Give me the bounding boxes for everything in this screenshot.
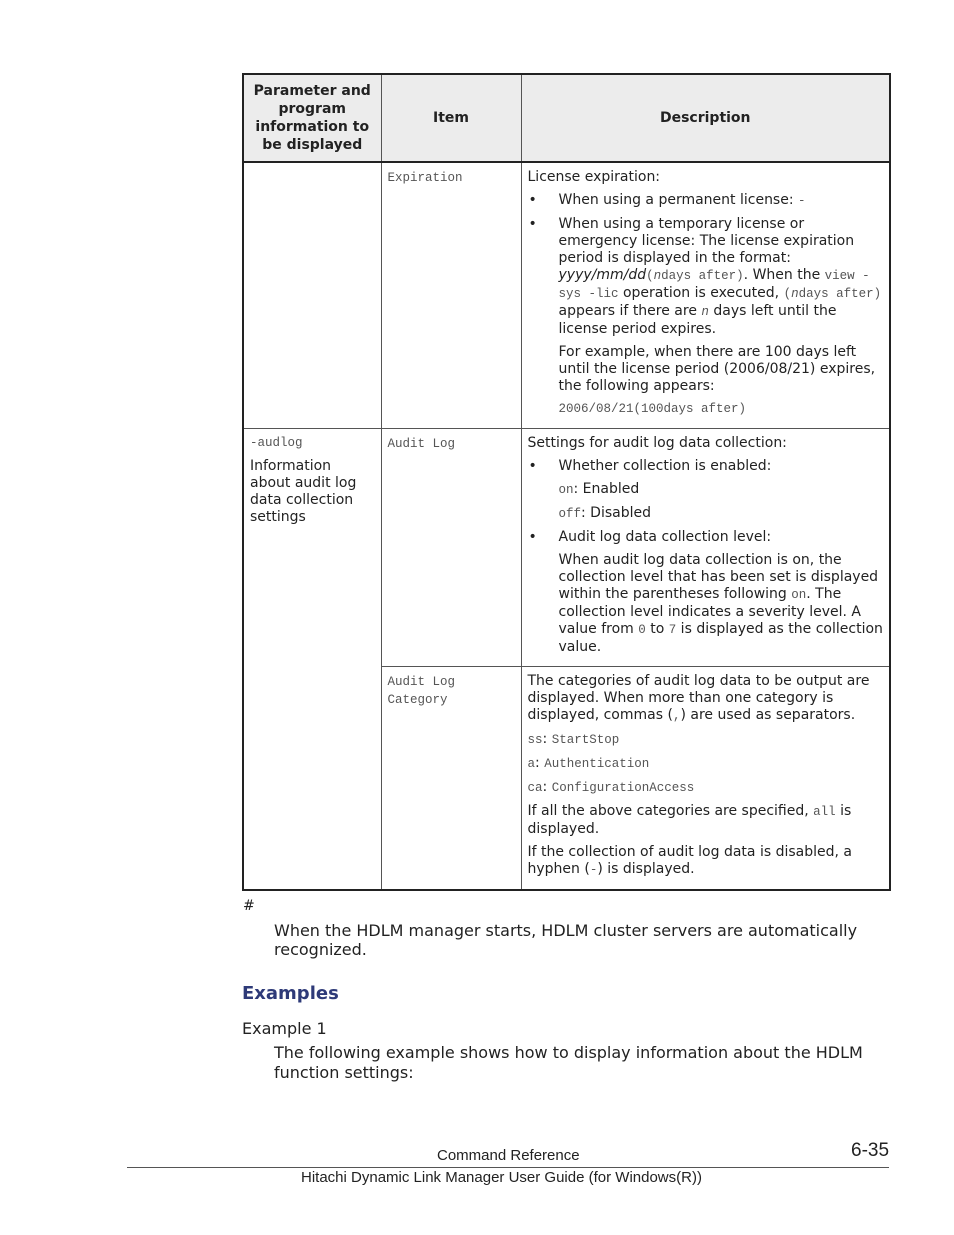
- table-row-audit-log: [243, 429, 890, 667]
- level-text: is displayed as the collection value.: [558, 621, 883, 655]
- off-text: : Disabled: [581, 505, 652, 521]
- bullet-text: When using a temporary license or emergency license: The license expiration period is displayed in the format:: [558, 216, 855, 266]
- code-zero: 0: [638, 623, 646, 637]
- code-authentication: Authentication: [544, 757, 650, 771]
- bullet-enabled: [528, 458, 884, 475]
- code: (: [783, 287, 792, 301]
- category-ss: [528, 731, 884, 749]
- category-text: is displayed.: [527, 803, 852, 837]
- item-cell: [381, 667, 521, 891]
- category-text: If all the above categories are specified,: [527, 803, 814, 819]
- description-cell: [521, 667, 890, 891]
- level-explanation: [528, 552, 884, 656]
- item-cell: [381, 162, 521, 429]
- bullet-text: Whether collection is enabled:: [558, 458, 772, 474]
- bullet-dot: •: [528, 192, 537, 208]
- code-var: n: [701, 305, 709, 319]
- footnote-text: When the HDLM manager starts, HDLM cluster servers are automatically recognized.: [274, 921, 858, 959]
- code-startstop: StartStop: [551, 733, 620, 747]
- expiration-intro: License expiration:: [527, 169, 661, 185]
- category-ca: [528, 779, 884, 797]
- item-audit-log: Audit Log: [387, 437, 456, 451]
- category-text: ) is displayed.: [597, 861, 695, 877]
- expiration-example-text: For example, when there are 100 days left until the license period (2006/08/21) expires, the following appears:: [558, 344, 876, 394]
- code-var: n: [653, 269, 662, 283]
- bullet-text: Audit log data collection level:: [558, 529, 772, 545]
- bullet-dot: •: [528, 216, 537, 232]
- param-cell-audlog: [243, 429, 381, 891]
- category-disabled: [528, 844, 884, 879]
- page-number: 6-35: [851, 1140, 890, 1161]
- code-on: on: [558, 483, 574, 497]
- param-code: -audlog: [250, 436, 303, 450]
- off-line: [528, 505, 884, 523]
- example-label: Example 1: [242, 1019, 327, 1038]
- category-text: The categories of audit log data to be output are displayed. When more than one category is displayed, commas (: [527, 673, 870, 723]
- table-row-expiration: [243, 162, 890, 429]
- category-intro: [528, 673, 884, 725]
- header-parameter: Parameter and program information to be displayed: [243, 74, 381, 162]
- bullet-temporary: [528, 216, 884, 338]
- param-description: Information about audit log data collection settings: [250, 458, 357, 525]
- footer-divider: [127, 1167, 889, 1168]
- header-description: Description: [521, 74, 890, 162]
- item-audit-log-category: Audit Log Category: [387, 675, 456, 707]
- section-heading-examples: Examples: [242, 983, 339, 1004]
- item-cell: [381, 429, 521, 667]
- footnote-mark: #: [243, 898, 255, 914]
- category-text: If the collection of audit log data is disabled, a hyphen (: [527, 844, 852, 877]
- bullet-text: operation is executed,: [618, 285, 784, 301]
- bullet-dot: •: [528, 529, 537, 545]
- category-text: ) are used as separators.: [680, 707, 856, 723]
- table-header-row: [243, 74, 890, 162]
- level-text: to: [645, 621, 669, 637]
- code-seven: 7: [668, 623, 677, 637]
- description-cell: [521, 429, 890, 667]
- code-hyphen: -: [798, 194, 806, 208]
- category-all: [528, 803, 884, 838]
- on-line: [528, 481, 884, 499]
- bullet-text: appears if there are: [558, 303, 702, 319]
- bullet-text: days left until the license period expires.: [558, 303, 837, 337]
- item-expiration: Expiration: [387, 171, 463, 185]
- example-text: The following example shows how to display information about the HDLM function settings:: [274, 1043, 863, 1082]
- description-cell: [521, 162, 890, 429]
- bullet-dot: •: [528, 458, 537, 474]
- on-text: : Enabled: [573, 481, 640, 497]
- code-all: all: [813, 805, 836, 819]
- level-text: . The collection level indicates a severity level. A value from: [558, 586, 861, 637]
- param-cell-empty: [243, 162, 381, 429]
- footer-document-title: Hitachi Dynamic Link Manager User Guide (for Windows(R)): [301, 1169, 702, 1186]
- level-text: When audit log data collection is on, the collection level that has been set is displayed within the parentheses following: [558, 552, 879, 602]
- reference-table: [242, 73, 891, 891]
- bullet-level: [528, 529, 884, 546]
- code: days after): [661, 269, 744, 283]
- colon: :: [542, 731, 552, 747]
- category-a: [528, 755, 884, 773]
- date-format: yyyy/mm/dd: [558, 267, 647, 283]
- audit-intro: Settings for audit log data collection:: [527, 435, 787, 451]
- code-off: off: [558, 507, 582, 521]
- colon: :: [542, 779, 552, 795]
- code-ca: ca: [527, 781, 543, 795]
- bullet-text: . When the: [743, 267, 825, 283]
- footer-section-title: Command Reference: [437, 1147, 580, 1164]
- colon: :: [535, 755, 545, 771]
- code-configurationaccess: ConfigurationAccess: [551, 781, 695, 795]
- expiration-example-code: 2006/08/21(100days after): [558, 402, 747, 416]
- code-var: n: [791, 287, 799, 301]
- code-a: a: [527, 757, 536, 771]
- code-on: on: [791, 588, 807, 602]
- code-ss: ss: [527, 733, 543, 747]
- code-hyphen: -: [589, 863, 598, 877]
- bullet-text: When using a permanent license:: [558, 192, 799, 208]
- code: days after): [798, 287, 882, 301]
- header-item: Item: [381, 74, 521, 162]
- code: (: [646, 269, 654, 283]
- bullet-permanent: [528, 192, 884, 210]
- code-comma: ,: [672, 709, 681, 723]
- code-command: view -sys -lic: [558, 269, 870, 301]
